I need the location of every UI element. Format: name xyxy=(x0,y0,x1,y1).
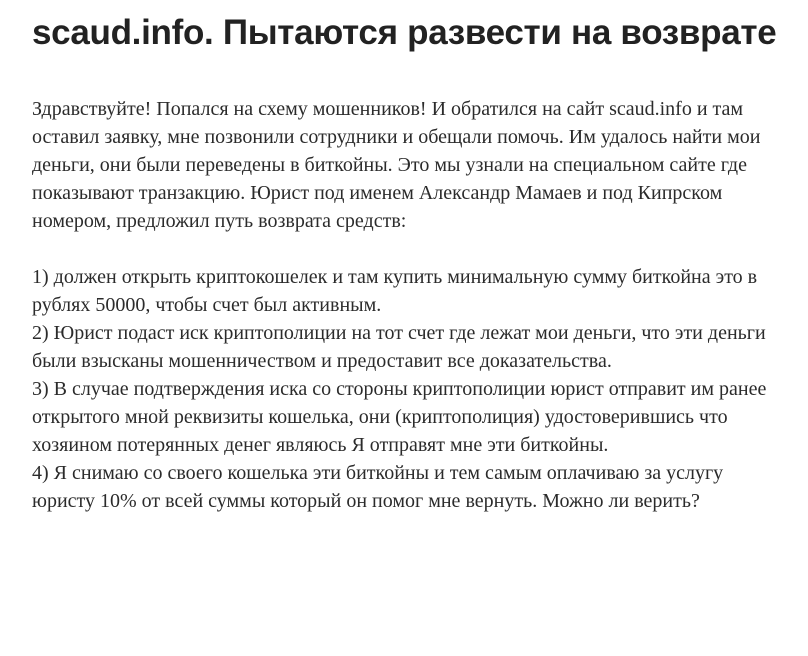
step-1: 1) должен открыть криптокошелек и там купить минимальную сумму биткойна это в рублях 50000, чтобы счет был активным. xyxy=(32,266,758,316)
article xyxy=(32,8,782,515)
step-3: 3) В случае подтверждения иска со стороны криптополиции юрист отправит им ранее открытого мной реквизиты кошелька, они (криптополиция) удостоверившись что хозяином потерянных денег являюсь Я отправят мне эти биткойны. xyxy=(32,378,767,456)
paragraph-gap xyxy=(32,235,782,263)
page-title: scaud.info. Пытаются развести на возврате xyxy=(32,13,777,52)
step-4: 4) Я снимаю со своего кошелька эти биткойны и тем самым оплачиваю за услугу юристу 10% от всей суммы который он помог мне вернуть. Можно ли верить? xyxy=(32,462,724,512)
article-body xyxy=(32,95,782,515)
step-2: 2) Юрист подаст иск криптополиции на тот счет где лежат мои деньги, что эти деньги были взысканы мошенничеством и предоставит все доказательства. xyxy=(32,322,766,372)
intro-paragraph: Здравствуйте! Попался на схему мошенников! И обратился на сайт scaud.info и там оставил заявку, мне позвонили сотрудники и обещали помочь. Им удалось найти мои деньги, они были переведены в биткойны. Это мы узнали на специальном сайте где показывают транзакцию. Юрист под именем Александр Мамаев и под Кипрском номером, предложил путь возврата средств: xyxy=(32,98,761,232)
